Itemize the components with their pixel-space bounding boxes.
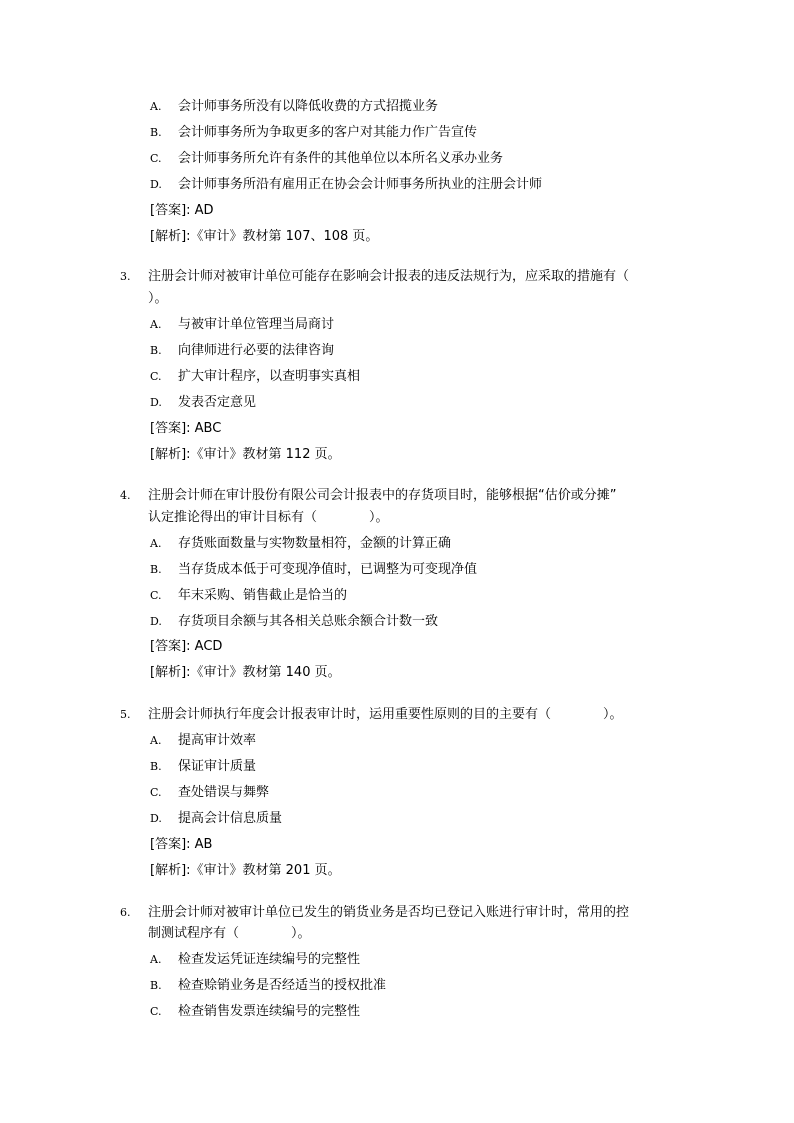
option-text: 会计师事务所没有以降低收费的方式招揽业务 [178,99,439,114]
option-letter: C. [150,1005,162,1018]
option-letter: A. [150,318,162,331]
option-letter: C. [150,589,162,602]
option-text: 会计师事务所允许有条件的其他单位以本所名义承办业务 [178,151,504,166]
question-number: 4. [120,489,131,502]
answer-line: [答案]: ACD [150,639,223,654]
answer-line: [答案]: ABC [150,421,222,436]
analysis-line: [解析]:《审计》教材第 112 页。 [150,447,341,462]
option-c [150,150,504,168]
option-b [150,977,387,995]
question-stem: 注册会计师执行年度会计报表审计时，运用重要性原则的目的主要有（ ）。 [148,707,623,722]
option-c [150,587,348,605]
option-a [150,732,257,750]
option-text: 当存货成本低于可变现净值时，已调整为可变现净值 [178,562,478,577]
option-a [150,98,439,116]
option-text: 存货项目余额与其各相关总账余额合计数一致 [178,614,439,629]
option-text: 检查赊销业务是否经适当的授权批准 [178,978,387,993]
option-letter: B. [150,760,162,773]
option-b [150,758,257,776]
option-c [150,1003,361,1021]
option-text: 提高审计效率 [178,733,257,748]
option-letter: A. [150,537,162,550]
option-d [150,810,283,828]
analysis-line: [解析]:《审计》教材第 107、108 页。 [150,229,379,244]
option-text: 存货账面数量与实物数量相符，金额的计算正确 [178,536,452,551]
question-6 [120,904,630,922]
option-d [150,613,439,631]
question-number: 6. [120,906,131,919]
question-stem-continued: 认定推论得出的审计目标有（ ）。 [148,510,389,525]
option-text: 提高会计信息质量 [178,811,283,826]
question-stem: 注册会计师在审计股份有限公司会计报表中的存货项目时，能够根据“估价或分摊” [148,488,617,503]
option-text: 年末采购、销售截止是恰当的 [178,588,348,603]
option-letter: C. [150,370,162,383]
option-b [150,124,478,142]
option-c [150,784,270,802]
option-letter: B. [150,979,162,992]
option-letter: A. [150,953,162,966]
answer-line: [答案]: AB [150,837,213,852]
option-text: 与被审计单位管理当局商讨 [178,317,335,332]
analysis-line: [解析]:《审计》教材第 201 页。 [150,863,341,878]
option-letter: C. [150,152,162,165]
question-number: 5. [120,708,131,721]
option-text: 查处错误与舞弊 [178,785,270,800]
question-4 [120,487,617,505]
option-b [150,342,335,360]
option-text: 保证审计质量 [178,759,257,774]
option-letter: C. [150,786,162,799]
option-letter: B. [150,126,162,139]
option-text: 向律师进行必要的法律咨询 [178,343,335,358]
question-stem: 注册会计师对被审计单位已发生的销货业务是否均已登记入账进行审计时，常用的控 [148,905,630,920]
option-d [150,176,543,194]
option-text: 会计师事务所沿有雇用正在协会会计师事务所执业的注册会计师 [178,177,543,192]
question-number: 3. [120,270,131,283]
option-letter: D. [150,812,162,825]
question-stem: 注册会计师对被审计单位可能存在影响会计报表的违反法规行为，应采取的措施有（ [148,269,630,284]
option-text: 扩大审计程序，以查明事实真相 [178,369,361,384]
option-letter: A. [150,100,162,113]
option-d [150,394,257,412]
option-text: 发表否定意见 [178,395,257,410]
option-letter: B. [150,344,162,357]
question-5 [120,706,623,724]
option-letter: D. [150,615,162,628]
option-text: 检查销售发票连续编号的完整性 [178,1004,361,1019]
option-letter: A. [150,734,162,747]
option-letter: D. [150,178,162,191]
answer-line: [答案]: AD [150,203,214,218]
option-text: 检查发运凭证连续编号的完整性 [178,952,361,967]
option-a [150,535,452,553]
option-a [150,316,335,334]
option-b [150,561,478,579]
analysis-line: [解析]:《审计》教材第 140 页。 [150,665,341,680]
option-letter: D. [150,396,162,409]
question-3 [120,268,630,286]
option-letter: B. [150,563,162,576]
option-a [150,951,361,969]
question-stem-continued: 制测试程序有（ ）。 [148,926,311,941]
option-c [150,368,361,386]
question-stem-continued: ）。 [148,291,168,306]
option-text: 会计师事务所为争取更多的客户对其能力作广告宣传 [178,125,478,140]
